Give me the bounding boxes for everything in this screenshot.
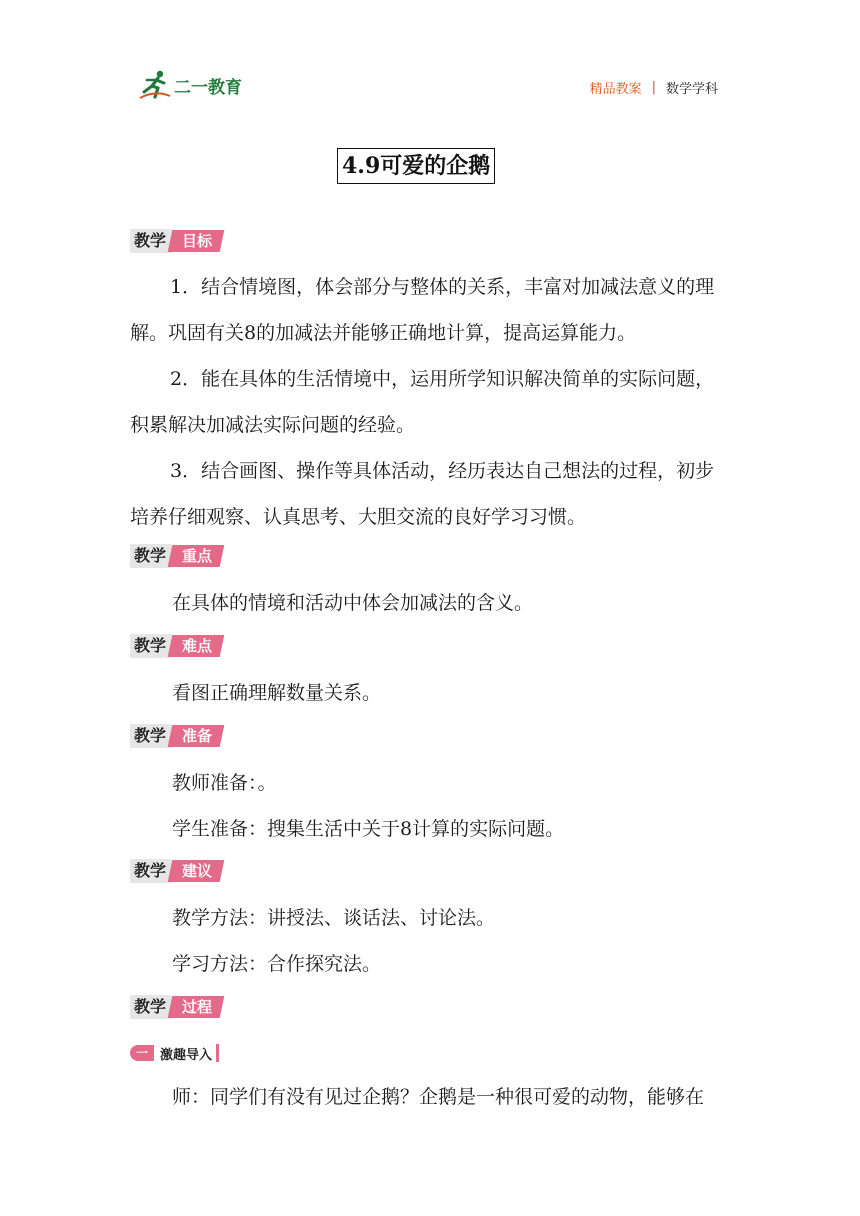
header-separator: |: [651, 80, 656, 95]
section-heading-tag: 准备: [168, 725, 225, 747]
process-step-label: 激趣导入: [160, 1047, 213, 1063]
logo-text: 二一教育: [174, 77, 242, 98]
divider: [216, 1044, 219, 1062]
section-heading-prefix: 教学: [130, 229, 172, 253]
teacher-prep-text: 教师准备：。: [172, 772, 277, 794]
learning-method-text: 学习方法：合作探究法。: [172, 953, 382, 975]
section-heading-advice: [130, 859, 222, 883]
goal-paragraph-3: 3．结合画图、操作等具体活动，经历表达自己想法的过程，初步培养仔细观察、认真思考、大胆交流的良好学习习惯。: [130, 460, 715, 528]
section-heading-prep: [130, 724, 222, 748]
section-heading-prefix: 教学: [130, 724, 172, 748]
student-prep-text: 学生准备：搜集生活中关于8计算的实际问题。: [172, 818, 565, 840]
logo: [138, 68, 242, 102]
key-point-text: 在具体的情境和活动中体会加减法的含义。: [172, 592, 534, 614]
header-label: 精品教案: [589, 82, 642, 97]
section-heading-goal: [130, 229, 222, 253]
teaching-method-text: 教学方法：讲授法、谈话法、讨论法。: [172, 907, 496, 929]
runner-logo-icon: [138, 68, 172, 102]
section-heading-prefix: 教学: [130, 995, 172, 1019]
section-heading-process: [130, 995, 222, 1019]
section-heading-prefix: 教学: [130, 634, 172, 658]
section-heading-prefix: 教学: [130, 544, 172, 568]
section-heading-tag: 重点: [168, 545, 225, 567]
section-heading-tag: 难点: [168, 635, 225, 657]
section-heading-tag: 目标: [168, 230, 225, 252]
section-heading-key: [130, 544, 222, 568]
section-heading-prefix: 教学: [130, 859, 172, 883]
process-step-heading: [130, 1044, 219, 1062]
goal-paragraph-1: 1．结合情境图，体会部分与整体的关系，丰富对加减法意义的理解。巩固有关8的加减法并能够正确地计算，提高运算能力。: [130, 276, 715, 344]
header-subject: 数学学科: [665, 82, 718, 97]
header-category: [590, 78, 718, 97]
page-title: 4.9可爱的企鹅: [337, 148, 495, 184]
section-heading-tag: 过程: [168, 996, 225, 1018]
process-step-number: 一: [130, 1045, 154, 1061]
section-heading-difficulty: [130, 634, 222, 658]
section-heading-tag: 建议: [168, 860, 225, 882]
goal-paragraph-2: 2．能在具体的生活情境中，运用所学知识解决简单的实际问题，积累解决加减法实际问题的经验。: [130, 368, 715, 436]
process-paragraph: 师：同学们有没有见过企鹅？企鹅是一种很可爱的动物，能够在: [172, 1086, 705, 1108]
difficulty-text: 看图正确理解数量关系。: [172, 682, 382, 704]
